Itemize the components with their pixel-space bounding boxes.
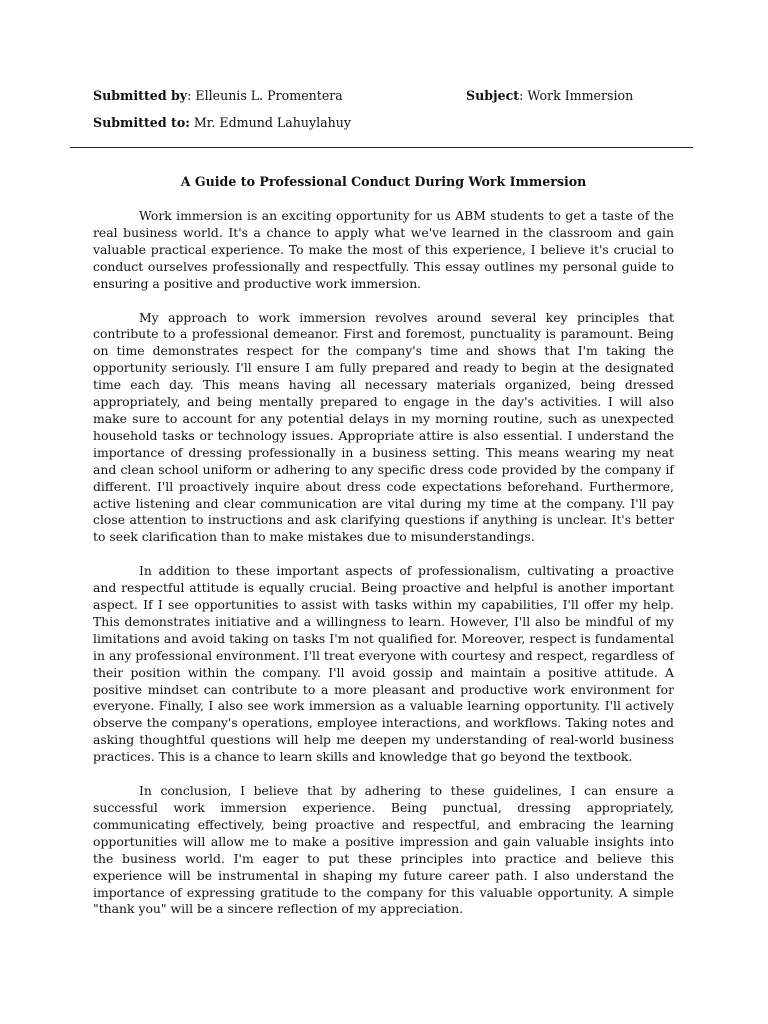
submitted-to-label: Submitted to: [93, 115, 190, 130]
essay-body [93, 208, 674, 935]
paragraph-4: In conclusion, I believe that by adhering to these guidelines, I can ensure a successful work immersion experience. Being punctual, dressing appropriately, communicating effectively, being proactive and respectful, and embracing the learning opportunities will allow me to make a positive impression and gain valuable insights into the business world. I'm eager to put these principles into practice and believe this experience will be instrumental in shaping my future career path. I also understand the importance of expressing gratitude to the company for this valuable opportunity. A simple "thank you" will be a sincere reflection of my appreciation. [93, 783, 674, 917]
paragraph-1: Work immersion is an exciting opportunity for us ABM students to get a taste of the real business world. It's a chance to apply what we've learned in the classroom and gain valuable practical experience. To make the most of this experience, I believe it's crucial to conduct ourselves professionally and respectfully. This essay outlines my personal guide to ensuring a positive and productive work immersion. [93, 208, 674, 291]
submitted-by-line [93, 88, 343, 104]
submitted-to-line [93, 115, 351, 131]
paragraph-2: My approach to work immersion revolves around several key principles that contribute to a professional demeanor. First and foremost, punctuality is paramount. Being on time demonstrates respect for the company's time and shows that I'm taking the opportunity seriously. I'll ensure I am fully prepared and ready to begin at the designated time each day. This means having all necessary materials organized, being dressed appropriately, and being mentally prepared to engage in the day's activities. I will also make sure to account for any potential delays in my morning routine, such as unexpected household tasks or technology issues. Appropriate attire is also essential. I understand the importance of dressing professionally in a business setting. This means wearing my neat and clean school uniform or adhering to any specific dress code provided by the company if different. I'll proactively inquire about dress code expectations beforehand. Furthermore, active listening and clear communication are vital during my time at the company. I'll pay close attention to instructions and ask clarifying questions if anything is unclear. It's better to seek clarification than to make mistakes due to misunderstandings. [93, 309, 674, 545]
paragraph-3: In addition to these important aspects of professionalism, cultivating a proactive and respectful attitude is equally crucial. Being proactive and helpful is another important aspect. If I see opportunities to assist with tasks within my capabilities, I'll offer my help. This demonstrates initiative and a willingness to learn. However, I'll also be mindful of my limitations and avoid taking on tasks I'm not qualified for. Moreover, respect is fundamental in any professional environment. I'll treat everyone with courtesy and respect, regardless of their position within the company. I'll avoid gossip and maintain a positive attitude. A positive mindset can contribute to a more pleasant and productive work environment for everyone. Finally, I also see work immersion as a valuable learning opportunity. I'll actively observe the company's operations, employee interactions, and workflows. Taking notes and asking thoughtful questions will help me deepen my understanding of real-world business practices. This is a chance to learn skills and knowledge that go beyond the textbook. [93, 563, 674, 765]
subject-value: : Work Immersion [519, 88, 634, 103]
submitted-to-value: Mr. Edmund Lahuylahuy [189, 115, 351, 130]
subject-line [466, 88, 633, 104]
document-title: A Guide to Professional Conduct During Work Immersion [180, 174, 587, 189]
submitted-by-label: Submitted by [93, 88, 188, 103]
header-divider [70, 147, 693, 148]
submitted-by-value: : Elleunis L. Promentera [187, 88, 343, 103]
subject-label: Subject [466, 88, 520, 103]
